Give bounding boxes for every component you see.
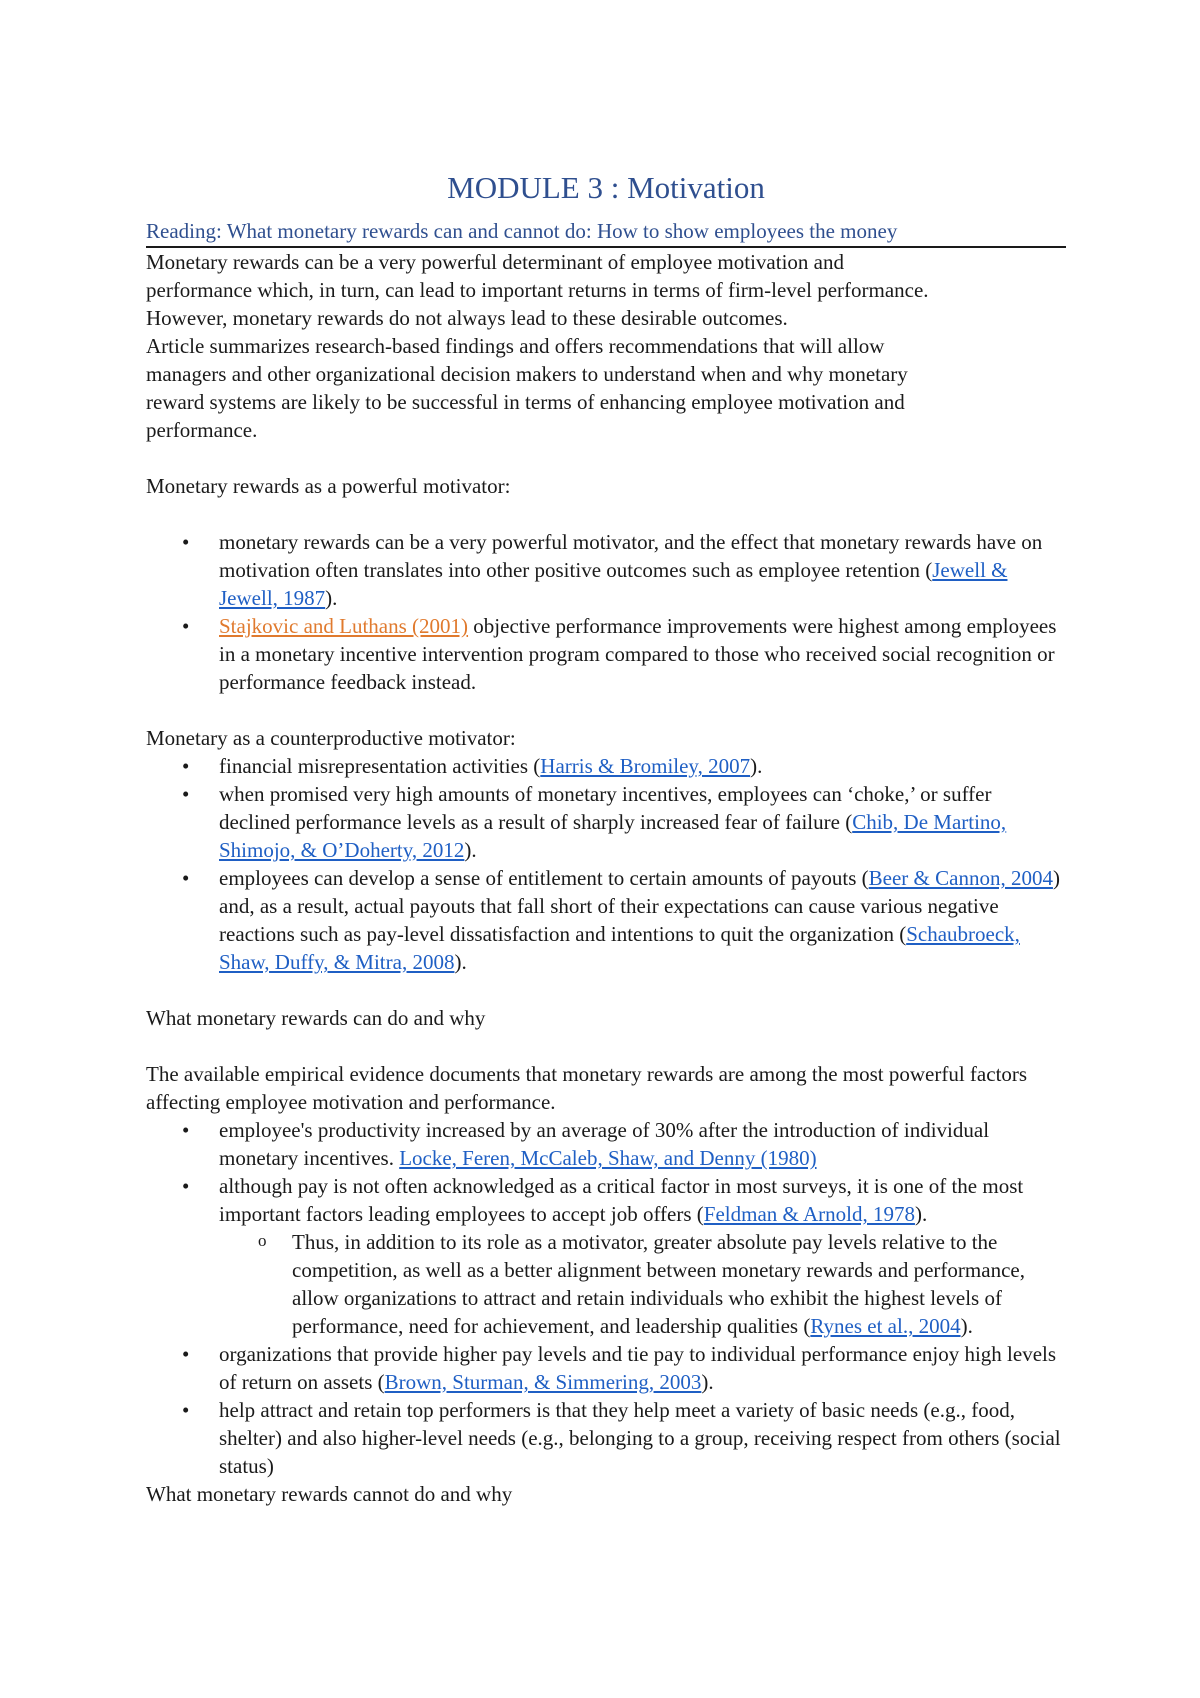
list-item: • monetary rewards can be a very powerful motivator, and the effect that monetary rewards have on motivation often translates into other positive outcomes such as employee retention (Jewell & Jewell, 1987). xyxy=(182,530,1043,610)
list-item: • financial misrepresentation activities (Harris & Bromiley, 2007). xyxy=(182,754,763,778)
document-page xyxy=(146,168,1066,1508)
intro-line: performance which, in turn, can lead to important returns in terms of firm-level performance. xyxy=(146,278,929,302)
list-item: • when promised very high amounts of monetary incentives, employees can ‘choke,’ or suffer declined performance levels as a result of sharply increased fear of failure (Chib, De Martino, Shimojo, & O’Doherty, 2012). xyxy=(182,782,1007,862)
section-heading-powerful: Monetary rewards as a powerful motivator: xyxy=(146,474,511,498)
intro-line: However, monetary rewards do not always lead to these desirable outcomes. xyxy=(146,306,788,330)
intro-line: managers and other organizational decision makers to understand when and why monetary xyxy=(146,362,908,386)
list-item: • although pay is not often acknowledged as a critical factor in most surveys, it is one of the most important factors leading employees to accept job offers (Feldman & Arnold, 1978). xyxy=(182,1174,1024,1226)
citation-link[interactable]: Chib, De Martino, Shimojo, & O’Doherty, 2012 xyxy=(219,810,1007,862)
sub-list-item: o Thus, in addition to its role as a motivator, greater absolute pay levels relative to the competition, as well as a better alignment between monetary rewards and performance, allow organizations to attract and retain individuals who exhibit the highest levels of performance, need for achievement, and leadership qualities (Rynes et al., 2004). xyxy=(146,1228,1066,1340)
section-heading-cannot-do: What monetary rewards cannot do and why xyxy=(146,1482,513,1506)
bullet-icon: • xyxy=(182,1398,190,1422)
citation-link[interactable]: Jewell & Jewell, 1987 xyxy=(219,558,1008,610)
bullet-icon: • xyxy=(182,530,190,554)
intro-line: Monetary rewards can be a very powerful determinant of employee motivation and xyxy=(146,250,844,274)
intro-line: Article summarizes research-based findings and offers recommendations that will allow xyxy=(146,334,885,358)
bullet-icon: • xyxy=(182,1118,190,1142)
list-item: • Stajkovic and Luthans (2001) objective performance improvements were highest among employees in a monetary incentive intervention program compared to those who received social recognition or performance feedback instead. xyxy=(182,614,1057,694)
list-item: • employees can develop a sense of entitlement to certain amounts of payouts (Beer & Cannon, 2004) and, as a result, actual payouts that fall short of their expectations can cause various negative reactions such as pay-level dissatisfaction and intentions to quit the organization (Schaubroeck, Shaw, Duffy, & Mitra, 2008). xyxy=(182,866,1060,974)
reading-subtitle: Reading: What monetary rewards can and cannot do: How to show employees the money xyxy=(146,218,1066,248)
counterproductive-list xyxy=(146,752,1066,976)
citation-link[interactable]: Stajkovic and Luthans (2001) xyxy=(219,614,469,638)
citation-link[interactable]: Harris & Bromiley, 2007 xyxy=(540,754,751,778)
page-title: MODULE 3 : Motivation xyxy=(447,170,765,205)
sub-bullet-icon: o xyxy=(258,1231,267,1250)
bullet-icon: • xyxy=(182,1174,190,1198)
list-item: • help attract and retain top performers is that they help meet a variety of basic needs (e.g., food, shelter) and also higher-level needs (e.g., belonging to a group, receiving respect from others (social status) xyxy=(182,1398,1061,1478)
intro-line: reward systems are likely to be successful in terms of enhancing employee motivation and xyxy=(146,390,905,414)
list-item: • organizations that provide higher pay levels and tie pay to individual performance enjoy high levels of return on assets (Brown, Sturman, & Simmering, 2003). xyxy=(182,1342,1057,1394)
can-do-list xyxy=(146,1116,1066,1480)
citation-link[interactable]: Rynes et al., 2004 xyxy=(810,1314,961,1338)
powerful-list xyxy=(146,528,1066,696)
bullet-icon: • xyxy=(182,614,190,638)
bullet-icon: • xyxy=(182,754,190,778)
intro-line: performance. xyxy=(146,418,258,442)
citation-link[interactable]: Feldman & Arnold, 1978 xyxy=(703,1202,915,1226)
bullet-icon: • xyxy=(182,1342,190,1366)
evidence-paragraph: The available empirical evidence documents that monetary rewards are among the most powerful factors affecting employee motivation and performance. xyxy=(146,1062,1028,1114)
intro-paragraph xyxy=(146,248,1066,444)
section-heading-can-do: What monetary rewards can do and why xyxy=(146,1006,486,1030)
citation-link[interactable]: Beer & Cannon, 2004 xyxy=(868,866,1053,890)
bullet-icon: • xyxy=(182,782,190,806)
document-body xyxy=(146,248,1066,1508)
citation-link[interactable]: Schaubroeck, Shaw, Duffy, & Mitra, 2008 xyxy=(219,922,1020,974)
bullet-icon: • xyxy=(182,866,190,890)
citation-link[interactable]: Brown, Sturman, & Simmering, 2003 xyxy=(384,1370,702,1394)
list-item: • employee's productivity increased by an average of 30% after the introduction of individual monetary incentives. Locke, Feren, McCaleb, Shaw, and Denny (1980) xyxy=(182,1118,990,1170)
section-heading-counterproductive: Monetary as a counterproductive motivator: xyxy=(146,726,516,750)
citation-link[interactable]: Locke, Feren, McCaleb, Shaw, and Denny (1980) xyxy=(399,1146,817,1170)
